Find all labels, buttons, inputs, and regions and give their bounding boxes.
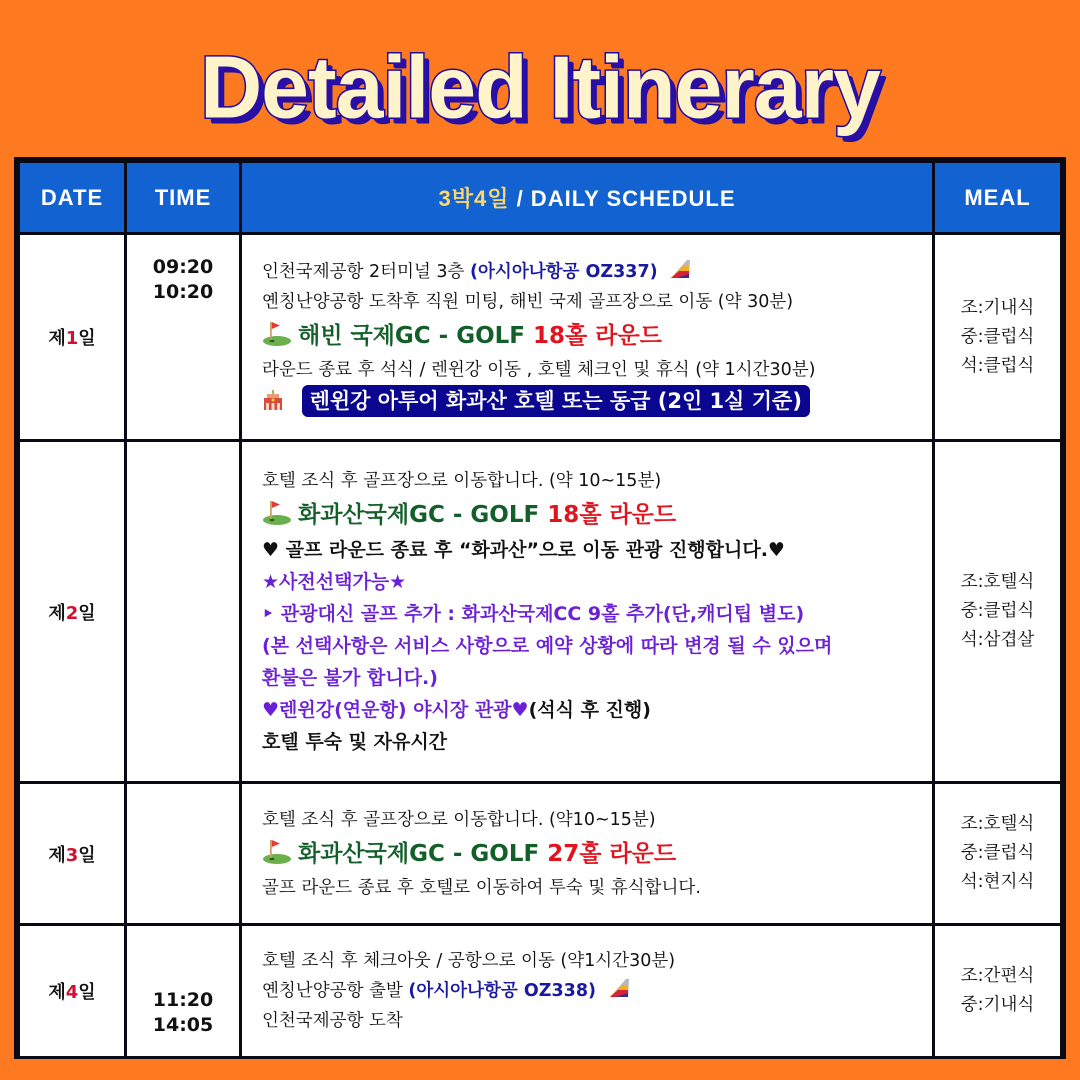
header-schedule-label: / DAILY SCHEDULE — [509, 186, 736, 211]
schedule-line: 호텔 조식 후 골프장으로 이동합니다. (약 10~15분) — [262, 470, 662, 491]
day-number: 3 — [65, 844, 79, 866]
schedule-line: 옌칭난양공항 도착후 직원 미팅, 해빈 국제 골프장으로 이동 (약 30분) — [262, 291, 794, 312]
time-cell — [126, 441, 241, 783]
arrival-time: 14:05 — [152, 1014, 214, 1036]
table-row-day-2 — [19, 441, 1062, 783]
golf-flag-icon — [262, 838, 292, 864]
meal-breakfast: 조:간편식 — [960, 966, 1035, 986]
night-market-line: ♥렌윈강(연운항) 야시장 관광♥(석식 후 진행) — [262, 698, 651, 721]
meal-lunch: 중:기내식 — [960, 995, 1035, 1015]
schedule-line: 호텔 조식 후 골프장으로 이동합니다. (약10~15분) — [262, 809, 656, 830]
meal-cell — [934, 234, 1062, 441]
meal-breakfast: 조:호텔식 — [960, 572, 1035, 592]
date-cell: 제4일 — [19, 925, 126, 1058]
table-row-day-1 — [19, 234, 1062, 441]
golf-round-line — [262, 317, 932, 355]
schedule-line: ♥ 골프 라운드 종료 후 “화과산”으로 이동 관광 진행합니다.♥ — [262, 538, 785, 561]
meal-breakfast: 조:호텔식 — [960, 814, 1035, 834]
optional-item: ‣ 관광대신 골프 추가 : 화과산국제CC 9홀 추가(단,캐디팁 별도) — [262, 602, 805, 625]
meal-cell — [934, 925, 1062, 1058]
flight-info: (아시아나항공 OZ337) — [470, 261, 658, 282]
meal-breakfast: 조:기내식 — [960, 297, 1035, 318]
schedule-line: 라운드 종료 후 석식 / 렌윈강 이동 , 호텔 체크인 및 휴식 (약 1시간30분) — [262, 359, 816, 380]
table-row-day-3 — [19, 783, 1062, 925]
schedule-cell — [241, 234, 934, 441]
time-cell — [126, 234, 241, 441]
header-time: TIME — [126, 162, 241, 234]
time-cell — [126, 925, 241, 1058]
golf-course-name: 화과산국제GC - GOLF — [298, 501, 548, 528]
golf-course-name: 화과산국제GC - GOLF — [298, 840, 548, 867]
day-number: 4 — [65, 982, 79, 1003]
meal-dinner: 석:현지식 — [960, 872, 1035, 892]
date-cell: 제3일 — [19, 783, 126, 925]
table-row-day-4 — [19, 925, 1062, 1058]
departure-time: 09:20 — [152, 256, 214, 278]
flight-info: (아시아나항공 OZ338) — [408, 981, 596, 1001]
schedule-line: 골프 라운드 종료 후 호텔로 이동하여 투숙 및 휴식합니다. — [262, 877, 701, 898]
golf-holes: 18홀 라운드 — [547, 501, 677, 528]
schedule-cell — [241, 783, 934, 925]
meal-lunch: 중:클럽식 — [960, 843, 1035, 863]
date-cell: 제2일 — [19, 441, 126, 783]
day-number: 1 — [65, 328, 79, 349]
schedule-line: 인천국제공항 2터미널 3층 (아시아나항공 OZ337) — [262, 257, 932, 287]
meal-cell — [934, 783, 1062, 925]
golf-holes: 18홀 라운드 — [533, 322, 662, 349]
table-header-row — [19, 162, 1062, 234]
golf-flag-icon — [262, 320, 292, 346]
schedule-cell — [241, 925, 934, 1058]
header-schedule-duration: 3박4일 — [438, 186, 510, 211]
golf-holes: 27홀 라운드 — [547, 840, 677, 867]
header-date: DATE — [19, 162, 126, 234]
optional-note: (본 선택사항은 서비스 사항으로 예약 상황에 따라 변경 될 수 있으며 — [262, 634, 833, 657]
schedule-line: 인천국제공항 도착 — [262, 1011, 403, 1031]
schedule-line: 호텔 조식 후 체크아웃 / 공항으로 이동 (약1시간30분) — [262, 951, 676, 971]
day-number: 2 — [65, 602, 79, 624]
meal-cell — [934, 441, 1062, 783]
date-cell: 제1일 — [19, 234, 126, 441]
airline-tail-icon — [669, 258, 691, 280]
page-title: Detailed Itinerary — [200, 39, 880, 137]
optional-title: ★사전선택가능★ — [262, 570, 407, 593]
schedule-line: 호텔 투숙 및 자유시간 — [262, 730, 448, 753]
golf-round-line — [262, 496, 932, 534]
golf-course-name: 해빈 국제GC - GOLF — [298, 322, 534, 349]
arrival-time: 10:20 — [152, 281, 214, 303]
time-cell — [126, 783, 241, 925]
schedule-cell — [241, 441, 934, 783]
meal-lunch: 중:클럽식 — [960, 601, 1035, 621]
itinerary-table — [14, 157, 1066, 1059]
header-schedule — [241, 162, 934, 234]
hotel-line — [262, 385, 932, 418]
header-meal: MEAL — [934, 162, 1062, 234]
hotel-badge: 렌윈강 아투어 화과산 호텔 또는 동급 (2인 1실 기준) — [302, 385, 810, 417]
meal-lunch: 중:클럽식 — [960, 326, 1035, 347]
golf-round-line — [262, 835, 932, 873]
schedule-line: 옌칭난양공항 출발 (아시아나항공 OZ338) — [262, 976, 932, 1006]
optional-note: 환불은 불가 합니다.) — [262, 666, 438, 689]
golf-flag-icon — [262, 499, 292, 525]
hotel-building-icon — [262, 389, 284, 411]
meal-dinner: 석:삼겹살 — [960, 630, 1035, 650]
meal-dinner: 석:클럽식 — [960, 355, 1035, 376]
departure-time: 11:20 — [152, 989, 214, 1011]
airline-tail-icon — [608, 977, 630, 999]
